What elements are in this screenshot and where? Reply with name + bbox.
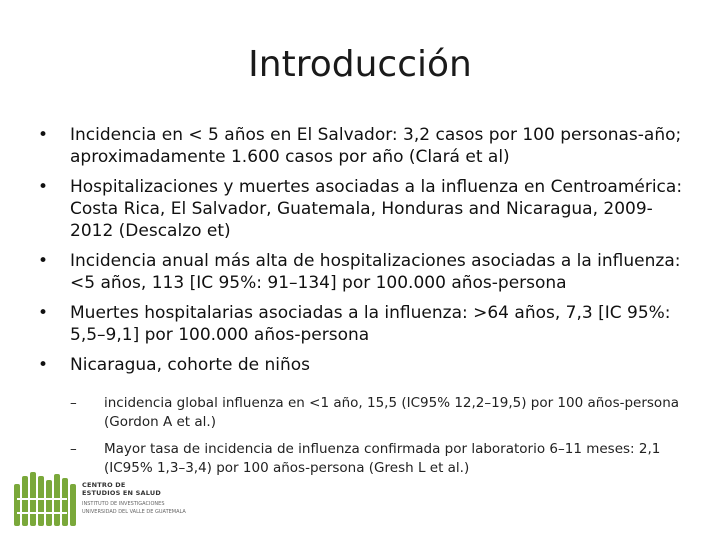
bullet-text: Incidencia anual más alta de hospitalizaciones asociadas a la influenza: <5 años, 113 [IC 95%: 91–134] por 100.000 años-persona [70, 251, 681, 293]
bullet-marker: • [38, 251, 49, 271]
bullet-marker: • [38, 355, 49, 375]
dash-marker: – [70, 441, 77, 457]
logo-line-4: UNIVERSIDAD DEL VALLE DE GUATEMALA [82, 509, 186, 515]
logo-line-1: CENTRO DE [82, 481, 126, 489]
bullet-list [32, 124, 692, 384]
bullet-text: Nicaragua, cohorte de niños [70, 355, 311, 375]
logo-line-3: INSTITUTO DE INVESTIGACIONES [82, 501, 165, 507]
dash-marker: – [70, 395, 77, 411]
bullet-item [32, 124, 692, 168]
sub-bullet-text: Mayor tasa de incidencia de influenza confirmada por laboratorio 6–11 meses: 2,1 (IC95% 1,3–3,4) por 100 años-persona (Gresh L et al.) [104, 441, 661, 476]
bullet-text: Hospitalizaciones y muertes asociadas a la influenza en Centroamérica: Costa Rica, El Salvador, Guatemala, Honduras and Nicaragua, 2009-2012 (Descalzo et) [70, 177, 683, 241]
bullet-item [32, 250, 692, 294]
bullet-marker: • [38, 303, 49, 323]
sub-bullet-item [70, 394, 704, 432]
bullet-marker: • [38, 125, 49, 145]
bullet-item [32, 176, 692, 242]
slide-title: Introducción [248, 44, 472, 85]
bullet-item [32, 354, 692, 376]
bullet-text: Incidencia en < 5 años en El Salvador: 3,2 casos por 100 personas-año; aproximadamente 1.600 casos por año (Clará et al) [70, 125, 682, 167]
sub-bullet-text: incidencia global influenza en <1 año, 15,5 (IC95% 12,2–19,5) por 100 años-persona (Gordon A et al.) [104, 395, 680, 430]
bullet-marker: • [38, 177, 49, 197]
logo-line-2: ESTUDIOS EN SALUD [82, 489, 161, 497]
bullet-text: Muertes hospitalarias asociadas a la influenza: >64 años, 7,3 [IC 95%: 5,5–9,1] por 100.000 años-persona [70, 303, 671, 345]
bullet-item [32, 302, 692, 346]
